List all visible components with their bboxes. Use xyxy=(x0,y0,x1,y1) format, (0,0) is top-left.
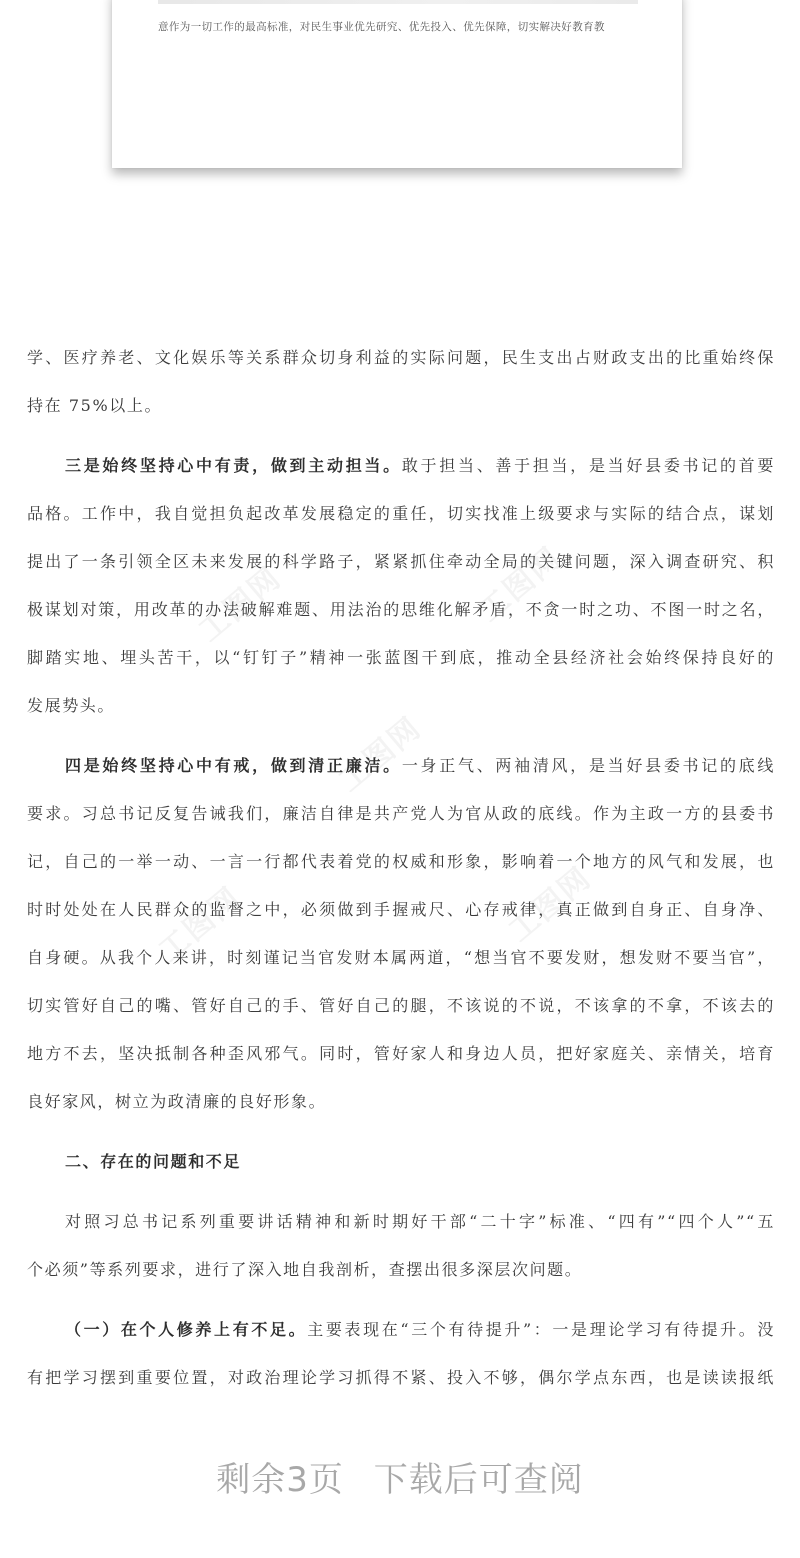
paragraph-line: 发展势头。 xyxy=(27,696,116,715)
paragraph-line: 时时处处在人民群众的监督之中，必须做到手握戒尺、心存戒律，真正做到自身正、自身净、 xyxy=(27,900,775,919)
remaining-pages-notice[interactable]: 剩余3页 下载后可查阅 xyxy=(216,1460,584,1500)
paragraph-line: 切实管好自己的嘴、管好自己的手、管好自己的腿，不该说的不说，不该拿的不拿，不该去的 xyxy=(27,996,775,1015)
paragraph-line: 学、医疗养老、文化娱乐等关系群众切身利益的实际问题，民生支出占财政支出的比重始终保 xyxy=(27,348,775,367)
watermark-logo: 工图网 xyxy=(472,540,569,629)
watermark-logo: 工图网 xyxy=(192,560,289,649)
paragraph-lead: 四是始终坚持心中有戒，做到清正廉洁。 xyxy=(65,756,402,775)
paragraph-line: 个必须”等系列要求，进行了深入地自我剖析，查摆出很多深层次问题。 xyxy=(27,1260,583,1279)
paragraph-line: 地方不去，坚决抵制各种歪风邪气。同时，管好家人和身边人员，把好家庭关、亲情关，培育 xyxy=(27,1044,775,1063)
page-preview-card xyxy=(112,0,682,168)
paragraph-line xyxy=(27,1306,775,1354)
paragraph-line: 持在 75%以上。 xyxy=(27,396,163,415)
paragraph-line: 良好家风，树立为政清廉的良好形象。 xyxy=(27,1092,327,1111)
document-body xyxy=(27,334,775,1402)
paragraph-line: 对照习总书记系列重要讲话精神和新时期好干部“二十字”标准、“四有”“四个人”“五 xyxy=(65,1212,775,1231)
paragraph-line xyxy=(27,442,775,490)
paragraph-line: 极谋划对策，用改革的办法破解难题、用法治的思维化解矛盾，不贪一时之功、不图一时之名， xyxy=(27,600,775,619)
paragraph-lead: 三是始终坚持心中有责，做到主动担当。 xyxy=(65,456,402,475)
paragraph-text: 敢于担当、善于担当，是当好县委书记的首要 xyxy=(401,456,775,475)
paragraph-line: 脚踏实地、埋头苦干，以“钉钉子”精神一张蓝图干到底，推动全县经济社会始终保持良好的 xyxy=(27,648,775,667)
paragraph-line: 记，自己的一举一动、一言一行都代表着党的权威和形象，影响着一个地方的风气和发展，也 xyxy=(27,852,775,871)
preview-snippet: 意作为一切工作的最高标准，对民生事业优先研究、优先投入、优先保障，切实解决好教育教 xyxy=(158,21,605,33)
watermark-logo: 工图网 xyxy=(502,860,599,949)
paragraph-line: 有把学习摆到重要位置，对政治理论学习抓得不紧、投入不够，偶尔学点东西，也是读读报纸 xyxy=(27,1368,775,1387)
paragraph-text: 主要表现在“三个有待提升”：一是理论学习有待提升。没 xyxy=(307,1320,775,1339)
paragraph-line: 自身硬。从我个人来讲，时刻谨记当官发财本属两道，“想当官不要发财，想发财不要当官”， xyxy=(27,948,775,967)
preview-faint-line xyxy=(158,0,638,4)
paragraph-text: 一身正气、两袖清风，是当好县委书记的底线 xyxy=(401,756,775,775)
watermark-logo: 工图网 xyxy=(152,880,249,969)
section-heading: 二、存在的问题和不足 xyxy=(65,1152,242,1171)
paragraph-lead: （一）在个人修养上有不足。 xyxy=(65,1320,308,1339)
paragraph-line: 要求。习总书记反复告诫我们，廉洁自律是共产党人为官从政的底线。作为主政一方的县委书 xyxy=(27,804,775,823)
watermark-logo: 工图网 xyxy=(332,710,429,799)
paragraph-line xyxy=(27,742,775,790)
paragraph-line: 提出了一条引领全区未来发展的科学路子，紧紧抓住牵动全局的关键问题，深入调查研究、积 xyxy=(27,552,775,571)
paragraph-line: 品格。工作中，我自觉担负起改革发展稳定的重任，切实找准上级要求与实际的结合点，谋划 xyxy=(27,504,775,523)
